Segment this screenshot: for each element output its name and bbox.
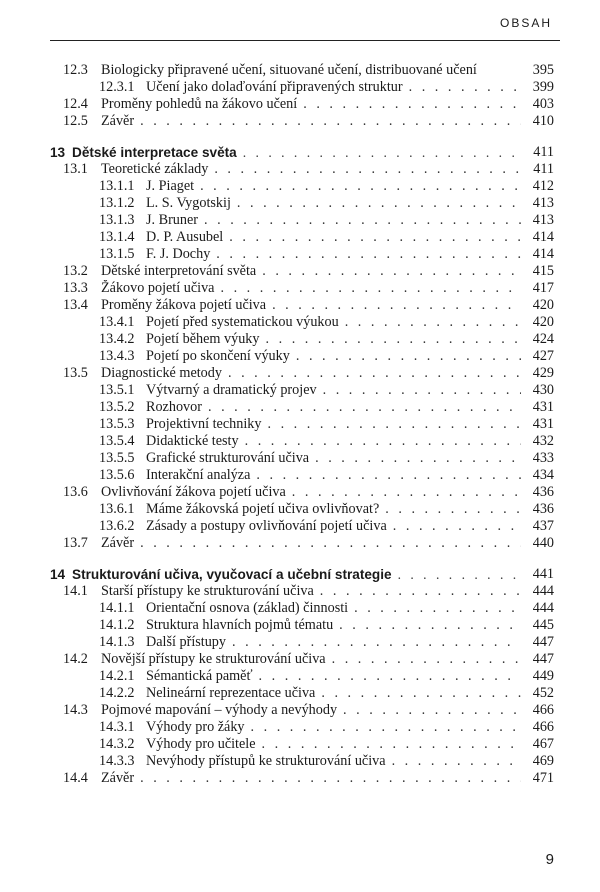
toc-entry-row <box>0 702 600 719</box>
toc-entry-row <box>0 365 600 382</box>
entry-title: Nevýhody přístupů ke strukturování učiva <box>146 753 386 769</box>
toc-entry-row <box>0 617 600 634</box>
entry-number: 13.4.2 <box>99 331 135 347</box>
entry-title: Závěr <box>101 113 135 129</box>
toc-entry-row <box>0 719 600 736</box>
dot-leader <box>323 382 521 399</box>
dot-leader <box>204 212 521 229</box>
toc-entry-row <box>0 280 600 297</box>
dot-leader <box>140 535 521 552</box>
entry-number: 14.1 <box>63 583 88 599</box>
entry-page: 432 <box>532 433 554 449</box>
toc-entry-row <box>0 501 600 518</box>
toc-entry-row <box>0 583 600 600</box>
entry-title: Pojetí během výuky <box>146 331 260 347</box>
entry-page: 431 <box>532 416 554 432</box>
toc-chapter-row <box>0 566 600 583</box>
toc-entry-row <box>0 518 600 535</box>
toc-entry-row <box>0 62 600 79</box>
entry-title: Projektivní techniky <box>146 416 262 432</box>
entry-title: Diagnostické metody <box>101 365 222 381</box>
entry-title: Proměny pohledů na žákovo učení <box>101 96 298 112</box>
entry-number: 14.3.1 <box>99 719 135 735</box>
entry-title: Máme žákovská pojetí učiva ovlivňovat? <box>146 501 380 517</box>
entry-title: D. P. Ausubel <box>146 229 224 245</box>
entry-number: 13.6 <box>63 484 88 500</box>
entry-number: 13.5.2 <box>99 399 135 415</box>
dot-leader <box>320 583 521 600</box>
toc-entry-row <box>0 382 600 399</box>
entry-number: 12.5 <box>63 113 88 129</box>
entry-title: Grafické strukturování učiva <box>146 450 310 466</box>
entry-title: Orientační osnova (základ) činnosti <box>146 600 349 616</box>
section-title: OBSAH <box>499 16 552 30</box>
dot-leader <box>343 702 521 719</box>
dot-leader <box>393 518 521 535</box>
entry-page: 447 <box>532 634 554 650</box>
entry-number: 13.2 <box>63 263 88 279</box>
toc-entry-row <box>0 736 600 753</box>
page-number: 9 <box>545 851 554 868</box>
entry-page: 395 <box>532 62 554 78</box>
running-header <box>50 14 560 41</box>
toc-entry-row <box>0 685 600 702</box>
entry-number: 14.4 <box>63 770 88 786</box>
entry-page: 445 <box>532 617 554 633</box>
entry-title: Proměny žákova pojetí učiva <box>101 297 267 313</box>
toc-entry-row <box>0 79 600 96</box>
entry-number: 14.3.3 <box>99 753 135 769</box>
entry-number: 14.1.1 <box>99 600 135 616</box>
toc-entry-row <box>0 668 600 685</box>
entry-number: 13.5.1 <box>99 382 135 398</box>
toc-entry-row <box>0 229 600 246</box>
entry-page: 434 <box>532 467 554 483</box>
entry-page: 469 <box>532 753 554 769</box>
entry-page: 417 <box>532 280 554 296</box>
entry-title: Výhody pro žáky <box>146 719 245 735</box>
entry-number: 13.6.2 <box>99 518 135 534</box>
dot-leader <box>266 331 522 348</box>
toc-entry-row <box>0 484 600 501</box>
dot-leader <box>208 399 521 416</box>
dot-leader <box>292 484 521 501</box>
toc-entry-row <box>0 600 600 617</box>
entry-page: 436 <box>532 484 554 500</box>
dot-leader <box>200 178 521 195</box>
entry-title: Žákovo pojetí učiva <box>101 280 215 296</box>
entry-number: 14 <box>50 567 66 582</box>
entry-number: 13.1.1 <box>99 178 135 194</box>
dot-leader <box>216 246 521 263</box>
dot-leader <box>354 600 521 617</box>
dot-leader <box>315 450 521 467</box>
dot-leader <box>339 617 521 634</box>
toc-entry-row <box>0 113 600 130</box>
entry-number: 12.4 <box>63 96 88 112</box>
entry-page: 444 <box>532 600 554 616</box>
entry-title: Další přístupy <box>146 634 226 650</box>
entry-title: J. Piaget <box>146 178 195 194</box>
entry-page: 415 <box>532 263 554 279</box>
entry-page: 437 <box>532 518 554 534</box>
dot-leader <box>272 297 521 314</box>
entry-number: 13.1 <box>63 161 88 177</box>
dot-leader <box>392 753 521 770</box>
dot-leader <box>140 770 521 787</box>
dot-leader <box>237 195 521 212</box>
dot-leader <box>229 229 521 246</box>
entry-page: 411 <box>533 144 554 160</box>
dot-leader <box>214 161 521 178</box>
entry-number: 12.3.1 <box>99 79 135 95</box>
toc-entry-row <box>0 753 600 770</box>
entry-page: 420 <box>532 297 554 313</box>
entry-page: 449 <box>532 668 554 684</box>
entry-number: 13.4.3 <box>99 348 135 364</box>
entry-page: 410 <box>532 113 554 129</box>
entry-number: 13.5.6 <box>99 467 135 483</box>
toc-entry-row <box>0 212 600 229</box>
entry-number: 14.2.1 <box>99 668 135 684</box>
dot-leader <box>262 263 521 280</box>
entry-page: 440 <box>532 535 554 551</box>
toc-entry-row <box>0 161 600 178</box>
entry-page: 452 <box>532 685 554 701</box>
entry-page: 414 <box>532 229 554 245</box>
toc-entry-row <box>0 96 600 113</box>
entry-number: 14.1.3 <box>99 634 135 650</box>
dot-leader <box>245 433 521 450</box>
dot-leader <box>251 719 521 736</box>
toc-entry-row <box>0 348 600 365</box>
dot-leader <box>332 651 521 668</box>
entry-title: Dětské interpretace světa <box>72 145 237 160</box>
dot-leader <box>267 416 521 433</box>
dot-leader <box>243 144 521 161</box>
entry-title: Biologicky připravené učení, situované učení, distribuované učení <box>101 62 477 78</box>
entry-page: 447 <box>532 651 554 667</box>
toc-entry-row <box>0 450 600 467</box>
entry-title: Rozhovor <box>146 399 202 415</box>
toc-entry-row <box>0 467 600 484</box>
entry-page: 420 <box>532 314 554 330</box>
entry-number: 12.3 <box>63 62 88 78</box>
entry-number: 13.3 <box>63 280 88 296</box>
dot-leader <box>303 96 521 113</box>
entry-number: 13.7 <box>63 535 88 551</box>
entry-page: 471 <box>532 770 554 786</box>
entry-title: Starší přístupy ke strukturování učiva <box>101 583 314 599</box>
toc-entry-row <box>0 770 600 787</box>
entry-number: 14.2.2 <box>99 685 135 701</box>
entry-page: 424 <box>532 331 554 347</box>
entry-number: 13.4 <box>63 297 88 313</box>
entry-page: 467 <box>532 736 554 752</box>
toc-entry-row <box>0 331 600 348</box>
entry-page: 413 <box>532 212 554 228</box>
entry-title: Sémantická paměť <box>146 668 253 684</box>
entry-page: 441 <box>532 566 554 582</box>
entry-title: L. S. Vygotskij <box>146 195 231 211</box>
entry-title: Struktura hlavních pojmů tématu <box>146 617 334 633</box>
dot-leader <box>140 113 521 130</box>
entry-title: Dětské interpretování světa <box>101 263 257 279</box>
entry-title: F. J. Dochy <box>146 246 211 262</box>
entry-title: Nelineární reprezentace učiva <box>146 685 316 701</box>
dot-leader <box>398 566 521 583</box>
entry-page: 411 <box>533 161 554 177</box>
toc-entry-row <box>0 399 600 416</box>
entry-page: 399 <box>532 79 554 95</box>
entry-title: Zásady a postupy ovlivňování pojetí učiva <box>146 518 387 534</box>
entry-number: 14.3 <box>63 702 88 718</box>
toc-entry-row <box>0 416 600 433</box>
entry-number: 13.1.2 <box>99 195 135 211</box>
toc-entry-row <box>0 178 600 195</box>
toc-entry-row <box>0 634 600 651</box>
entry-page: 414 <box>532 246 554 262</box>
toc-entry-row <box>0 246 600 263</box>
dot-leader <box>409 79 521 96</box>
entry-title: Teoretické základy <box>101 161 209 177</box>
toc-entry-row <box>0 195 600 212</box>
entry-page: 431 <box>532 399 554 415</box>
entry-title: Novější přístupy ke strukturování učiva <box>101 651 326 667</box>
dot-leader <box>259 668 521 685</box>
entry-title: Ovlivňování žákova pojetí učiva <box>101 484 286 500</box>
entry-number: 14.2 <box>63 651 88 667</box>
entry-page: 466 <box>532 702 554 718</box>
dot-leader <box>220 280 521 297</box>
entry-page: 466 <box>532 719 554 735</box>
entry-number: 13.6.1 <box>99 501 135 517</box>
dot-leader <box>256 467 521 484</box>
entry-number: 13.4.1 <box>99 314 135 330</box>
entry-title: Strukturování učiva, vyučovací a učební strategie <box>72 567 392 582</box>
entry-number: 14.1.2 <box>99 617 135 633</box>
entry-page: 436 <box>532 501 554 517</box>
entry-title: Interakční analýza <box>146 467 251 483</box>
toc-entry-row <box>0 535 600 552</box>
entry-title: Závěr <box>101 535 135 551</box>
entry-number: 14.3.2 <box>99 736 135 752</box>
dot-leader <box>385 501 521 518</box>
entry-page: 427 <box>532 348 554 364</box>
entry-page: 430 <box>532 382 554 398</box>
entry-title: Učení jako dolaďování připravených struktur <box>146 79 403 95</box>
entry-page: 444 <box>532 583 554 599</box>
entry-title: Pojetí po skončení výuky <box>146 348 290 364</box>
entry-title: Výtvarný a dramatický projev <box>146 382 317 398</box>
entry-page: 433 <box>532 450 554 466</box>
toc-entry-row <box>0 314 600 331</box>
entry-title: Didaktické testy <box>146 433 239 449</box>
entry-page: 412 <box>532 178 554 194</box>
entry-number: 13.1.4 <box>99 229 135 245</box>
entry-number: 13.5 <box>63 365 88 381</box>
entry-number: 13 <box>50 145 66 160</box>
toc-entry-row <box>0 651 600 668</box>
dot-leader <box>228 365 521 382</box>
entry-number: 13.1.3 <box>99 212 135 228</box>
entry-number: 13.5.3 <box>99 416 135 432</box>
entry-number: 13.1.5 <box>99 246 135 262</box>
entry-number: 13.5.5 <box>99 450 135 466</box>
entry-title: Pojmové mapování – výhody a nevýhody <box>101 702 338 718</box>
entry-page: 429 <box>532 365 554 381</box>
entry-title: Pojetí před systematickou výukou <box>146 314 339 330</box>
toc-entry-row <box>0 433 600 450</box>
toc-chapter-row <box>0 144 600 161</box>
entry-page: 403 <box>532 96 554 112</box>
entry-page: 413 <box>532 195 554 211</box>
dot-leader <box>321 685 521 702</box>
toc-entry-row <box>0 297 600 314</box>
dot-leader <box>232 634 521 651</box>
entry-number: 13.5.4 <box>99 433 135 449</box>
entry-title: Závěr <box>101 770 135 786</box>
dot-leader <box>345 314 521 331</box>
dot-leader <box>296 348 521 365</box>
entry-title: J. Bruner <box>146 212 199 228</box>
dot-leader <box>262 736 521 753</box>
entry-title: Výhody pro učitele <box>146 736 256 752</box>
toc-entry-row <box>0 263 600 280</box>
